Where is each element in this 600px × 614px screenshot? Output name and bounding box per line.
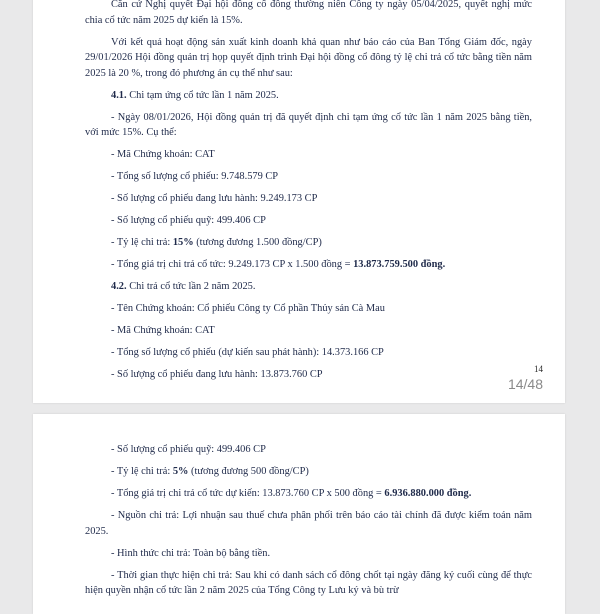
list-item bbox=[85, 486, 532, 502]
list-item bbox=[85, 257, 532, 273]
paragraph-resolution: Căn cứ Nghị quyết Đại hội đồng cổ đông thường niên Công ty ngày 05/04/2025, quyết nghị mức chia cổ tức năm 2025 dự kiến là 15%. bbox=[85, 0, 532, 26]
document-page-15 bbox=[33, 414, 565, 614]
list-item: - Thời gian thực hiện chi trả: Sau khi có danh sách cổ đông chốt tại ngày đăng ký cuối cùng để thực hiện quyền nhận cổ tức lần 2 năm 2025 của Tổng Công ty Lưu ký và bù trừ bbox=[85, 569, 532, 597]
section-title: Chi trả cổ tức lần 2 năm 2025. bbox=[129, 281, 256, 293]
bold-rate: 5% bbox=[172, 465, 189, 477]
list-item: - Nguồn chi trả: Lợi nhuận sau thuế chưa phân phối trên báo cáo tài chính đã được kiểm toán năm 2025. bbox=[85, 509, 532, 537]
list-item: - Số lượng cổ phiếu đang lưu hành: 9.249.173 CP bbox=[111, 193, 318, 205]
paragraph-board-decision: Với kết quả hoạt động sản xuất kinh doanh khả quan như báo cáo của Ban Tổng Giám đốc, ngày 29/01/2026 Hội đồng quản trị họp quyết định trình Đại hội đồng cổ đông tỷ lệ chi trả cổ tức bằng tiền năm 2025 là 20 %, trong đó phương án cụ thể như sau: bbox=[85, 36, 532, 79]
page-number: 14 bbox=[534, 364, 543, 374]
text-segment: - Tổng giá trị chi trả cổ tức dự kiến: 13.873.760 CP x 500 đồng = bbox=[111, 487, 385, 499]
list-item: - Tổng số lượng cổ phiếu (dự kiến sau phát hành): 14.373.166 CP bbox=[111, 347, 384, 359]
section-heading-4-1 bbox=[85, 88, 532, 104]
section-number: 4.1. bbox=[111, 89, 127, 101]
text-segment: - Tổng giá trị chi trả cổ tức: 9.249.173 CP x 1.500 đồng = bbox=[111, 259, 354, 271]
list-item: - Mã Chứng khoán: CAT bbox=[111, 325, 215, 337]
list-item: - Số lượng cổ phiếu quỹ: 499.406 CP bbox=[111, 444, 266, 455]
paragraph-advance-payment: - Ngày 08/01/2026, Hội đồng quản trị đã quyết định chi tạm ứng cổ tức lần 1 năm 2025 bằng tiền, với mức 15%. Cụ thể: bbox=[85, 111, 532, 139]
list-item: - Số lượng cổ phiếu quỹ: 499.406 CP bbox=[111, 215, 266, 227]
list-item: - Tổng số lượng cổ phiếu: 9.748.579 CP bbox=[111, 171, 279, 183]
text-segment: (tương đương 1.500 đồng/CP) bbox=[193, 237, 322, 249]
text-segment: (tương đương 500 đồng/CP) bbox=[188, 465, 309, 477]
list-item: - Mã Chứng khoán: CAT bbox=[111, 149, 215, 161]
page-content bbox=[85, 0, 532, 389]
list-item: - Hình thức chi trả: Toàn bộ bằng tiền. bbox=[111, 547, 271, 559]
document-page-14 bbox=[33, 0, 565, 403]
page-content bbox=[85, 442, 532, 605]
text-segment: - Tỷ lệ chi trả: bbox=[111, 237, 173, 249]
section-number: 4.2. bbox=[111, 281, 127, 293]
page-counter: 14/48 bbox=[507, 376, 543, 392]
section-title: Chi tạm ứng cổ tức lần 1 năm 2025. bbox=[129, 89, 279, 101]
bold-total: 6.936.880.000 đồng. bbox=[384, 487, 472, 499]
list-item bbox=[85, 464, 532, 480]
text-segment: - Tỷ lệ chi trả: bbox=[111, 465, 173, 477]
list-item bbox=[85, 235, 532, 251]
section-heading-4-2 bbox=[85, 279, 532, 295]
list-item: - Tên Chứng khoán: Cổ phiếu Công ty Cổ phần Thủy sản Cà Mau bbox=[111, 303, 385, 315]
bold-total: 13.873.759.500 đồng. bbox=[353, 259, 446, 271]
bold-rate: 15% bbox=[172, 237, 194, 249]
list-item: - Số lượng cổ phiếu đang lưu hành: 13.873.760 CP bbox=[111, 369, 323, 381]
